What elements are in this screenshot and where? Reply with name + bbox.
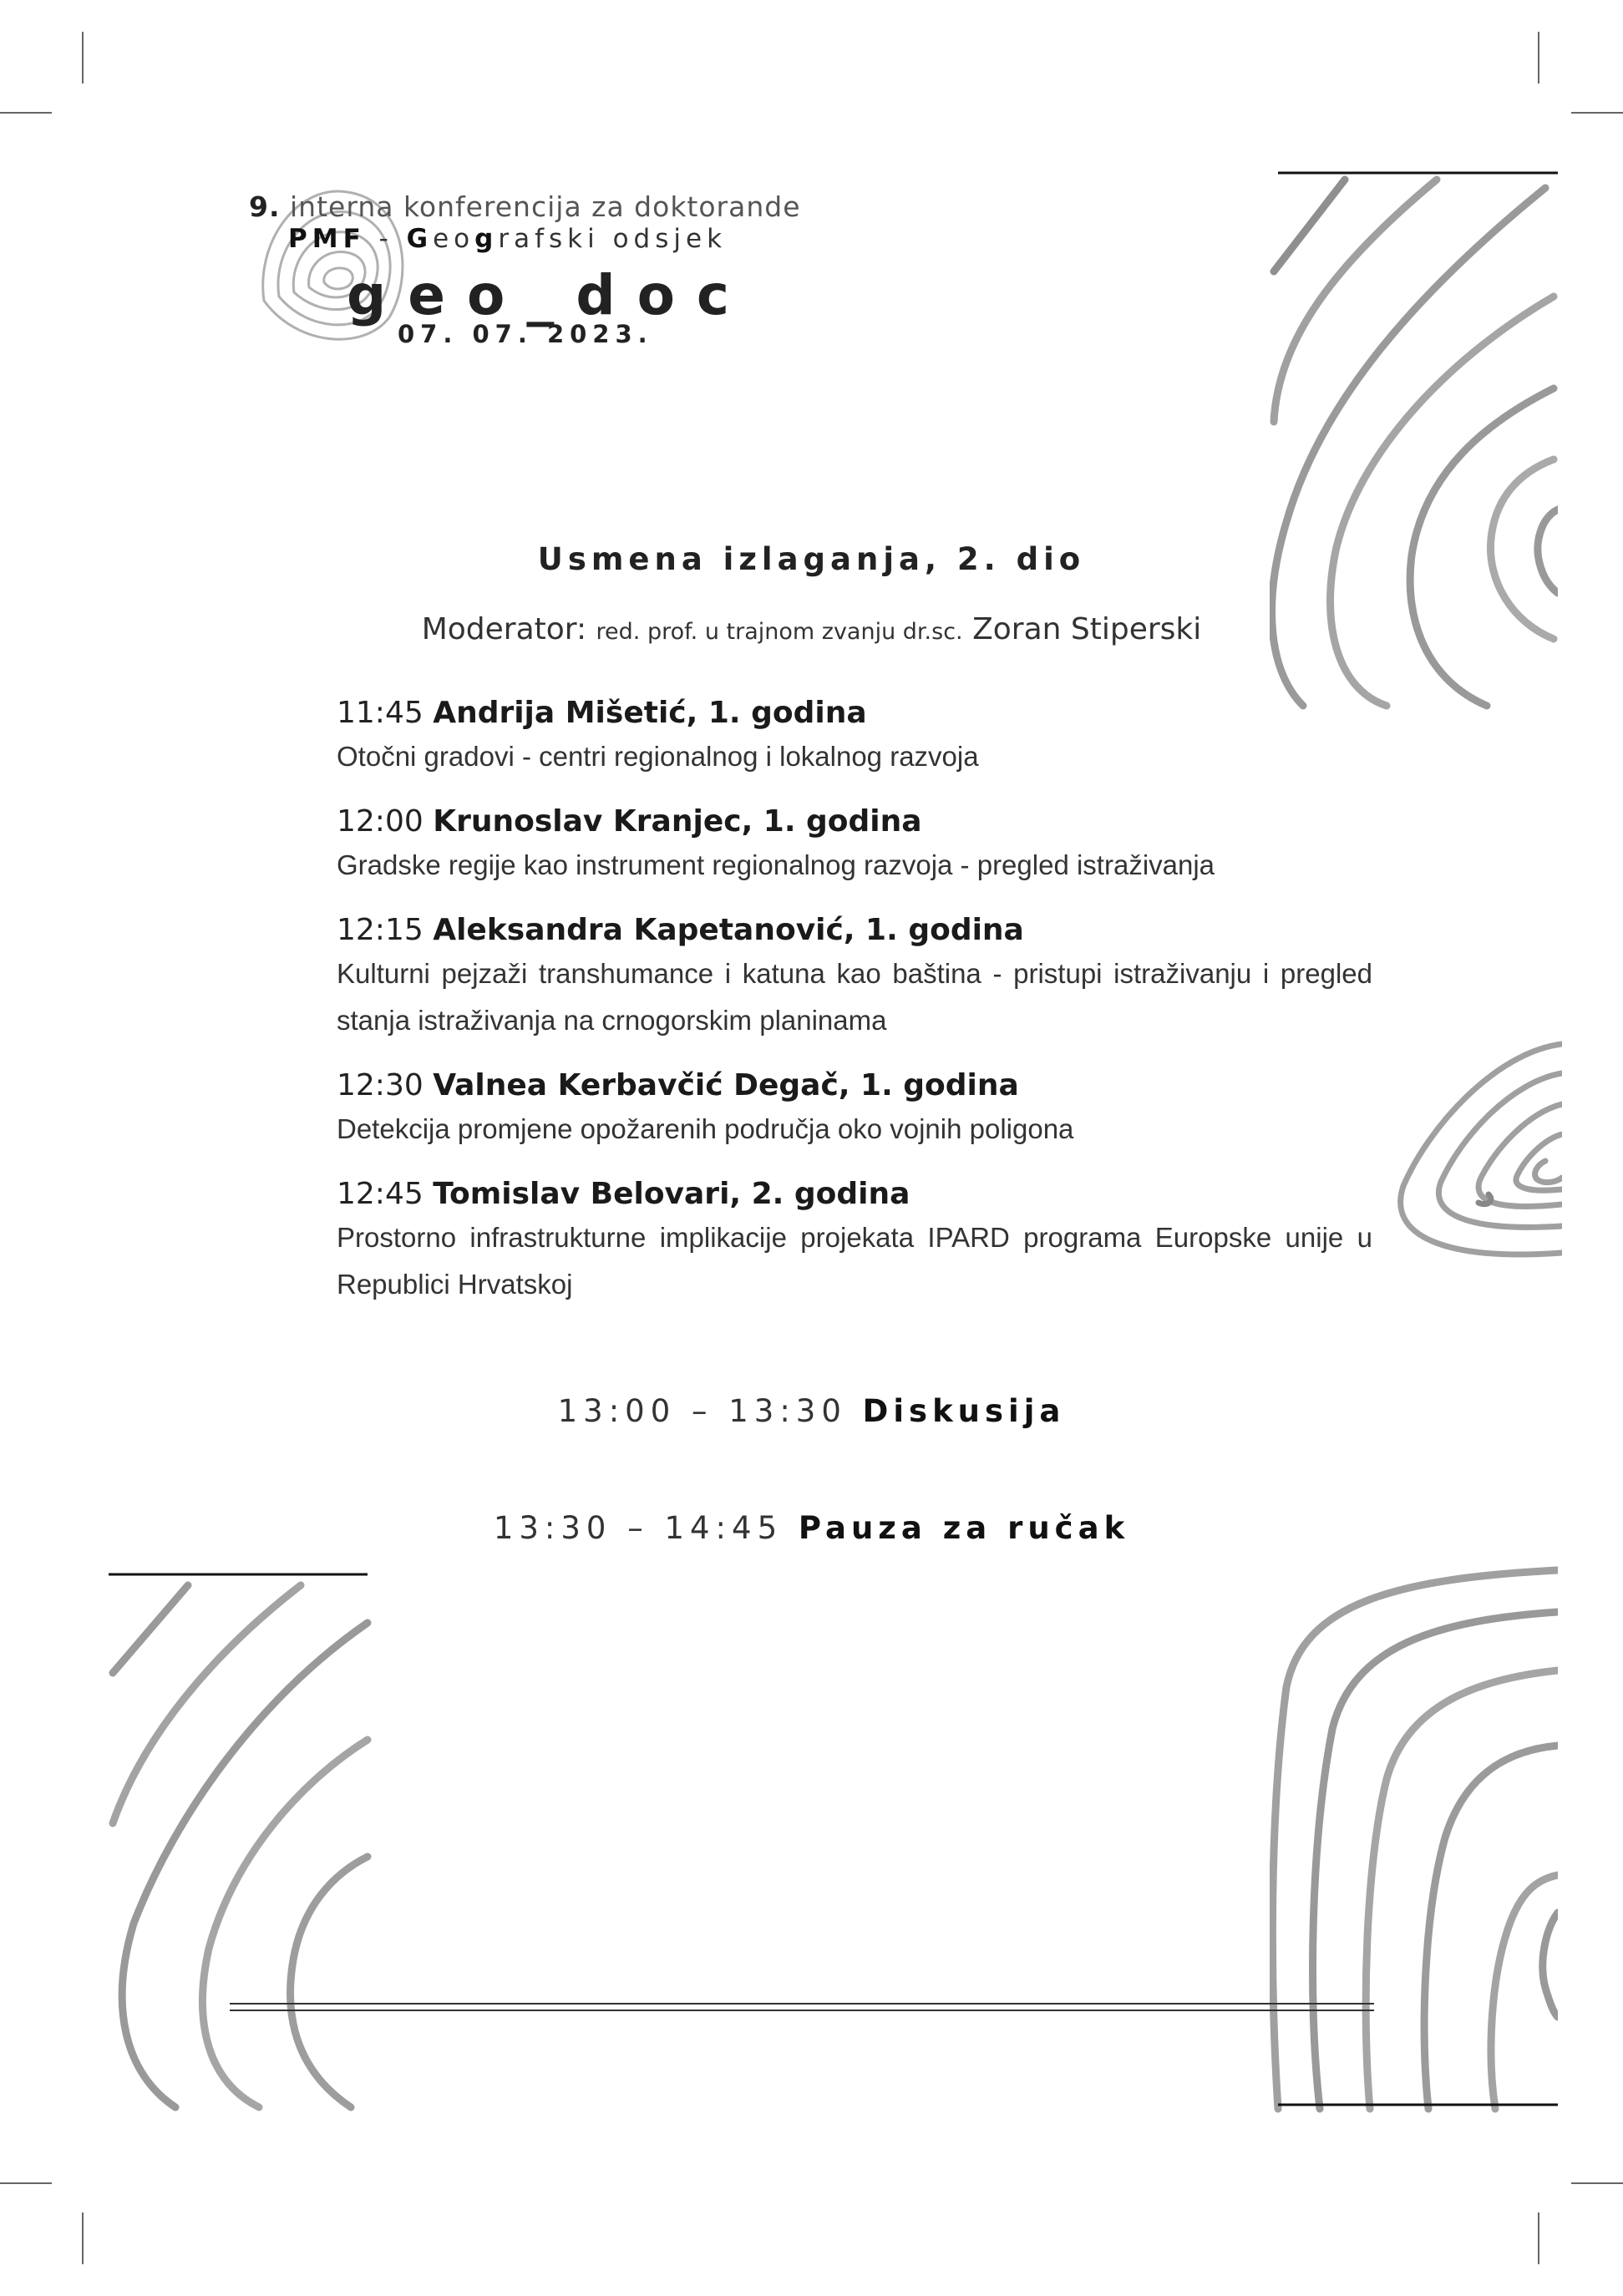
talk-time: 12:00 [337,804,424,839]
edition-number: 9. [249,190,281,223]
schedule-label: Pauza za ručak [798,1510,1130,1546]
talk-item [337,693,1372,780]
talk-title: Otočni gradovi - centri regionalnog i lokalnog razvoja [337,741,979,772]
dept-part: eo [433,224,475,254]
talk-time: 11:45 [337,696,424,730]
conference-line [249,190,801,223]
session-title: Usmena izlaganja, 2. dio [537,541,1086,577]
department-line [288,224,727,254]
talk-title: Gradske regije kao instrument regionalnog razvoja - pregled istraživanja [337,849,1215,880]
talk-title: Detekcija promjene opožarenih područja oko vojnih poligona [337,1113,1074,1144]
moderator-line [0,612,1623,646]
divider-line [230,2003,1374,2005]
schedule-item-lunch [0,1510,1623,1546]
schedule-time: 13:00 – 13:30 [557,1393,847,1429]
talk-header [337,1066,1372,1106]
crop-mark [82,32,84,84]
dept-prefix: PMF [288,224,366,254]
talk-time: 12:45 [337,1177,424,1211]
divider-line [230,2010,1374,2011]
crop-mark [1571,2182,1623,2184]
logo-wordmark: geo_doc [347,263,752,327]
talk-time: 12:30 [337,1068,424,1102]
moderator-label: Moderator: [421,612,587,646]
dept-rest: rafski odsjek [498,224,728,254]
talk-header [337,910,1372,950]
dept-initial: G [406,224,434,254]
conference-name: interna konferencija za doktorande [290,190,801,223]
crop-mark [0,112,52,114]
crop-mark [1538,32,1539,84]
talk-speaker: Krunoslav Kranjec, 1. godina [433,804,922,839]
rings-decoration-bottom-left [109,1573,376,2116]
talk-header [337,802,1372,842]
rings-decoration-bottom-right [1270,1562,1558,2113]
crop-mark [0,2182,52,2184]
talk-item [337,1066,1372,1153]
schedule-time: 13:30 – 14:45 [493,1510,784,1546]
crop-mark [1571,112,1623,114]
talk-list [337,693,1372,1330]
dept-initial-2: g [474,224,499,254]
talk-item [337,910,1372,1044]
talk-time: 12:15 [337,913,424,947]
talk-speaker: Valnea Kerbavčić Degač, 1. godina [433,1068,1019,1102]
conference-date: 07. 07. 2023. [398,320,653,348]
crop-mark [82,2212,84,2264]
talk-header [337,693,1372,733]
schedule-item-discussion [0,1393,1623,1429]
talk-title: Kulturni pejzaži transhumance i katuna kao baština - pristupi istraživanju i pregled stanja istraživanja na crnogorskim planinama [337,958,1372,1036]
talk-speaker: Tomislav Belovari, 2. godina [433,1177,910,1211]
talk-item [337,1174,1372,1308]
moderator-name: Zoran Stiperski [972,612,1202,646]
talk-speaker: Aleksandra Kapetanović, 1. godina [433,913,1024,947]
crop-mark [1538,2212,1539,2264]
talk-item [337,802,1372,889]
talk-speaker: Andrija Mišetić, 1. godina [433,696,867,730]
talk-header [337,1174,1372,1214]
schedule-label: Diskusija [862,1393,1066,1429]
moderator-academic-title: red. prof. u trajnom zvanju dr.sc. [596,619,963,645]
talk-title: Prostorno infrastrukturne implikacije projekata IPARD programa Europske unije u Republici Hrvatskoj [337,1222,1372,1300]
rings-decoration-right [1395,1036,1562,1270]
dept-separator: - [378,224,393,254]
